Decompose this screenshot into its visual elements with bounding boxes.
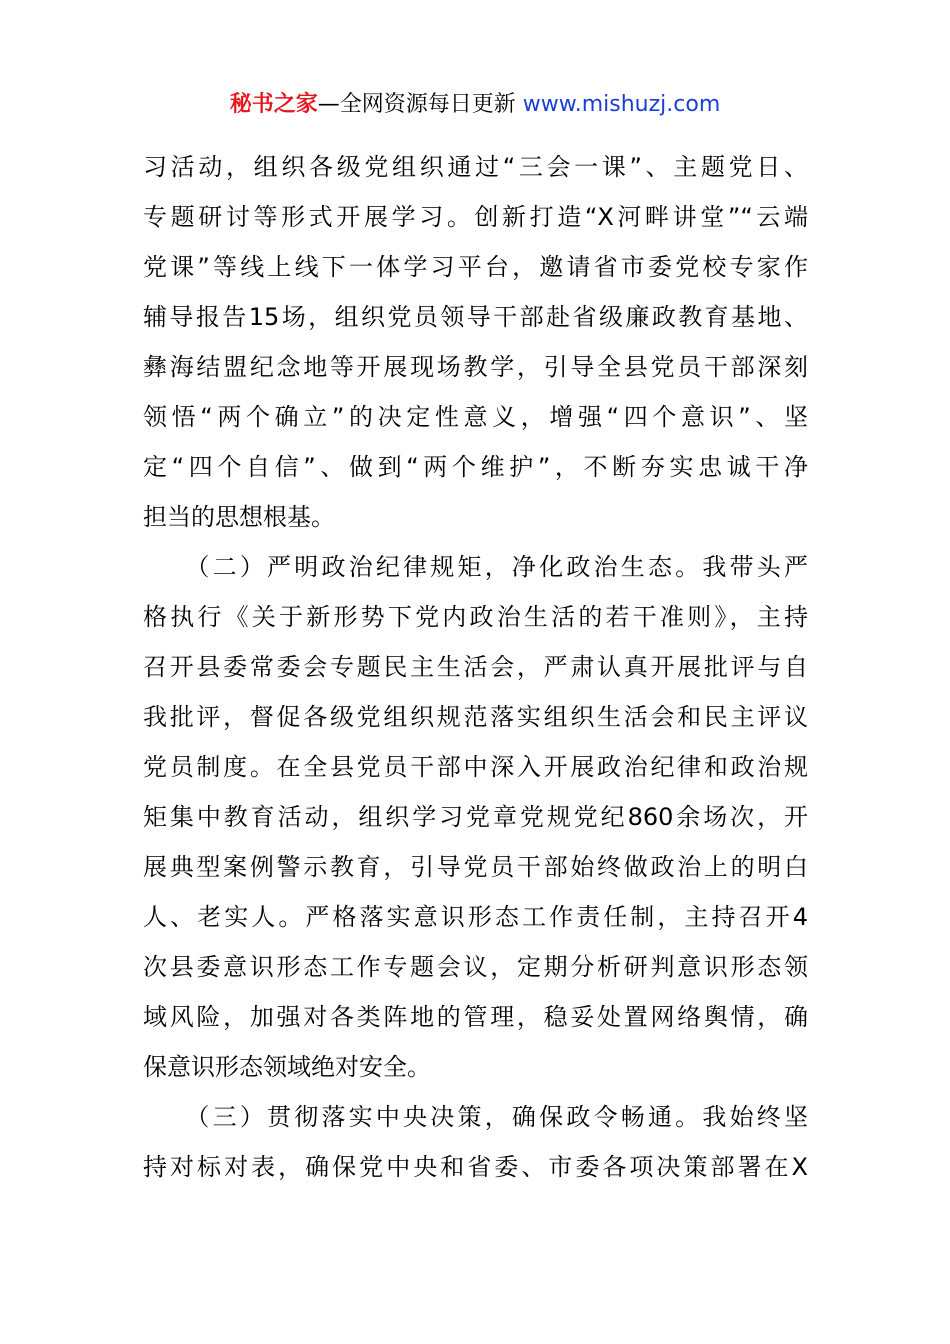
text-line: 党课”等线上线下一体学习平台，邀请省市委党校专家作 [143,253,808,281]
text-line: 持对标对表，确保党中央和省委、市委各项决策部署在X [143,1153,808,1181]
text-line: 展典型案例警示教育，引导党员干部始终做政治上的明白 [143,853,808,881]
text-line: 辅导报告15场，组织党员领导干部赴省级廉政教育基地、 [143,303,808,331]
text-line: 我批评，督促各级党组织规范落实组织生活会和民主评议 [143,703,808,731]
text-line: 党员制度。在全县党员干部中深入开展政治纪律和政治规 [143,753,808,781]
header-tagline: —全网资源每日更新 [317,92,523,117]
site-link[interactable]: www.mishuzj.com [522,92,721,117]
text-line: 习活动，组织各级党组织通过“三会一课”、主题党日、 [143,153,808,181]
text-line: 召开县委常委会专题民主生活会，严肃认真开展批评与自 [143,653,808,681]
text-line: 矩集中教育活动，组织学习党章党规党纪860余场次，开 [143,803,808,831]
document-body [143,142,808,1192]
text-line: （三）贯彻落实中央决策，确保政令畅通。我始终坚 [143,1103,808,1131]
text-line: 人、老实人。严格落实意识形态工作责任制，主持召开4 [143,903,808,931]
text-line: 定“四个自信”、做到“两个维护”，不断夯实忠诚干净 [143,453,808,481]
brand-name: 秘书之家 [229,92,318,117]
text-line: 次县委意识形态工作专题会议，定期分析研判意识形态领 [143,953,808,981]
text-line: 格执行《关于新形势下党内政治生活的若干准则》，主持 [143,603,808,631]
text-line: 域风险，加强对各类阵地的管理，稳妥处置网络舆情，确 [143,1003,808,1031]
text-line: （二）严明政治纪律规矩，净化政治生态。我带头严 [143,553,808,581]
text-line: 彝海结盟纪念地等开展现场教学，引导全县党员干部深刻 [143,353,808,381]
text-line: 担当的思想根基。 [143,503,335,531]
text-line: 专题研讨等形式开展学习。创新打造“X河畔讲堂”“云端 [143,203,808,231]
text-line: 领悟“两个确立”的决定性意义，增强“四个意识”、坚 [143,403,808,431]
page-header [0,88,950,122]
text-line: 保意识形态领域绝对安全。 [143,1053,431,1081]
